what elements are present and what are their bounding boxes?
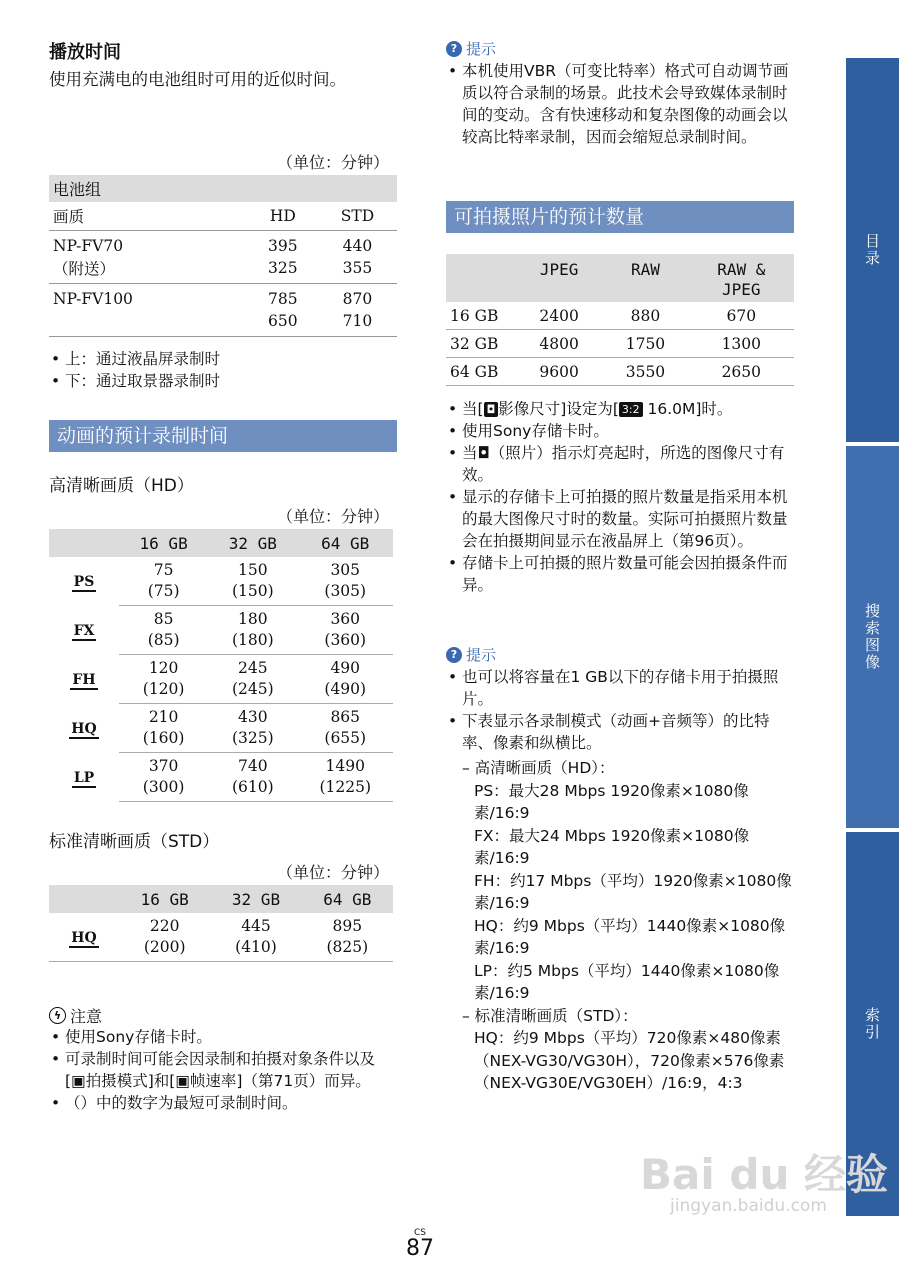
battery-note-lower: • 下：通过取景器录制时 xyxy=(49,370,389,392)
hd-value: 180 xyxy=(238,610,268,628)
photo-col-raw: RAW xyxy=(602,254,688,302)
hd-spec-line: FH：约17 Mbps（平均）1920像素×1080像素/16:9 xyxy=(474,871,792,912)
tip2-title: 提示 xyxy=(466,646,497,664)
caution-header xyxy=(49,1004,102,1027)
hd-min-value: (490) xyxy=(324,680,367,698)
battery-value: 325 xyxy=(268,259,298,277)
photo-table xyxy=(446,254,794,386)
hd-min-value: (120) xyxy=(142,680,185,698)
hd-value: 305 xyxy=(330,561,361,579)
hd-min-value: (160) xyxy=(142,729,185,747)
hd-min-value: (75) xyxy=(147,582,180,600)
battery-name: NP-FV100 xyxy=(53,290,133,308)
hd-value: 245 xyxy=(238,659,268,677)
battery-col-quality: 画质 xyxy=(53,208,85,226)
page-number xyxy=(405,1228,435,1260)
hd-row-hq xyxy=(49,704,393,753)
hd-spec-heading: – 高清晰画质（HD）： xyxy=(462,759,615,777)
photo-count: 4800 xyxy=(516,330,602,358)
photo-count: 2650 xyxy=(689,358,794,386)
hd-table xyxy=(49,529,393,802)
std-row-hq xyxy=(49,913,393,962)
battery-value: 440 xyxy=(342,237,373,255)
page-lang: CS xyxy=(414,1228,426,1238)
hd-value: 490 xyxy=(330,659,361,677)
battery-note-upper: • 上：通过液晶屏录制时 xyxy=(49,348,389,370)
photo-card-size: 16 GB xyxy=(446,302,516,330)
tip1-title: 提示 xyxy=(466,40,497,58)
hd-unit: （单位：分钟） xyxy=(276,507,389,526)
std-value: 445 xyxy=(241,917,271,935)
tip1-header xyxy=(446,38,496,59)
tip1-item: • 本机使用VBR（可变比特率）格式可自动调节画质以符合录制的场景。此技术会导致媒体录制时间的变动。含有快速移动和复杂图像的动画会以较高比特率录制，因而会缩短总录制时间。 xyxy=(446,60,794,148)
playback-title: 播放时间 xyxy=(49,42,121,63)
hd-min-value: (360) xyxy=(324,631,367,649)
std-spec-line: HQ：约9 Mbps（平均）720像素×480像素（NEX-VG30/VG30H），720像素×576像素（NEX-VG30E/VG30EH）/16:9，4:3 xyxy=(474,1029,785,1092)
hd-value: 75 xyxy=(153,561,174,579)
hd-title: 高清晰画质（HD） xyxy=(49,476,194,496)
std-col-32gb: 32 GB xyxy=(231,889,281,909)
photo-col-raw-jpeg: RAW & JPEG xyxy=(689,254,794,302)
hd-row-ps xyxy=(49,557,393,606)
tip2-list xyxy=(446,666,794,754)
battery-value: 355 xyxy=(342,259,373,277)
battery-value: 870 xyxy=(342,290,373,308)
caution-item: • 使用Sony存储卡时。 xyxy=(49,1026,383,1048)
hd-value: 1490 xyxy=(325,757,365,775)
caution-title: 注意 xyxy=(70,1007,103,1026)
std-col-16gb: 16 GB xyxy=(140,889,189,909)
hd-min-value: (1225) xyxy=(319,778,371,796)
hd-min-value: (85) xyxy=(147,631,180,649)
hd-min-value: (180) xyxy=(232,631,274,649)
tip-icon: ? xyxy=(446,41,462,57)
battery-value: 710 xyxy=(342,312,373,330)
hd-value: 150 xyxy=(238,561,268,579)
playback-unit: （单位：分钟） xyxy=(276,153,389,172)
photo-count: 3550 xyxy=(602,358,688,386)
hd-spec-line: PS：最大28 Mbps 1920像素×1080像素/16:9 xyxy=(474,781,749,822)
hd-spec-line: LP：约5 Mbps（平均）1440像素×1080像素/16:9 xyxy=(474,961,780,1002)
battery-value: 650 xyxy=(268,312,298,330)
photo-count: 1300 xyxy=(689,330,794,358)
photo-count: 1750 xyxy=(602,330,688,358)
hd-min-value: (300) xyxy=(142,778,185,796)
battery-col-hd: HD xyxy=(269,207,296,225)
mode-icon-fx: FX xyxy=(73,622,95,639)
mode-icon-hq: HQ xyxy=(71,720,97,737)
photo-col-jpeg: JPEG xyxy=(516,254,602,302)
hd-value: 120 xyxy=(148,659,179,677)
photo-note: • 当◘（照片）指示灯亮起时，所选的图像尺寸有效。 xyxy=(446,442,794,486)
photo-count: 9600 xyxy=(516,358,602,386)
side-tab-contents[interactable]: 目录 xyxy=(846,58,899,442)
hd-spec-line: HQ：约9 Mbps（平均）1440像素×1080像素/16:9 xyxy=(474,916,786,957)
photo-count: 880 xyxy=(602,302,688,330)
photo-count: 2400 xyxy=(516,302,602,330)
std-min-value: (200) xyxy=(143,938,186,956)
std-table xyxy=(49,885,393,962)
photo-card-size: 32 GB xyxy=(446,330,516,358)
tip-icon: ? xyxy=(446,647,462,663)
tip1-list xyxy=(446,60,794,148)
hd-value: 865 xyxy=(330,708,361,726)
battery-table xyxy=(49,175,397,337)
watermark-logo: Bai du 经验 xyxy=(640,1150,888,1199)
watermark-url: jingyan.baidu.com xyxy=(670,1196,827,1216)
photo-count: 670 xyxy=(689,302,794,330)
caution-icon: ϟ xyxy=(49,1007,66,1024)
movie-section-bar: 动画的预计录制时间 xyxy=(49,420,397,452)
hd-value: 360 xyxy=(330,610,361,628)
hd-min-value: (610) xyxy=(232,778,274,796)
photo-row-16gb xyxy=(446,302,794,330)
caution-item: • 可录制时间可能会因录制和拍摄对象条件以及[▣拍摄模式]和[▣帧速率]（第71页）而异。 xyxy=(49,1048,383,1092)
std-col-64gb: 64 GB xyxy=(323,889,372,909)
photo-section-bar: 可拍摄照片的预计数量 xyxy=(446,201,794,233)
std-spec-heading: – 标准清晰画质（STD）： xyxy=(462,1006,638,1025)
side-tab-search-image[interactable]: 搜索图像 xyxy=(846,446,899,828)
battery-name: NP-FV70 xyxy=(53,237,124,255)
photo-note: • 使用Sony存储卡时。 xyxy=(446,420,794,442)
battery-note xyxy=(49,310,248,337)
tip2-header xyxy=(446,644,496,665)
playback-desc: 使用充满电的电池组时可用的近似时间。 xyxy=(49,70,346,89)
hd-min-value: (150) xyxy=(232,582,274,600)
side-tab-index[interactable]: 索引 xyxy=(846,832,899,1216)
std-min-value: (410) xyxy=(235,938,277,956)
hd-value: 370 xyxy=(148,757,179,775)
photo-row-64gb xyxy=(446,358,794,386)
battery-value: 785 xyxy=(268,290,298,308)
std-value: 220 xyxy=(149,917,180,935)
std-min-value: (825) xyxy=(326,938,369,956)
hd-col-16gb: 16 GB xyxy=(139,533,188,553)
std-value: 895 xyxy=(332,917,363,935)
battery-value: 395 xyxy=(268,237,298,255)
caution-list xyxy=(49,1026,383,1114)
hd-row-fx xyxy=(49,606,393,655)
hd-col-32gb: 32 GB xyxy=(228,533,277,553)
hd-spec-line: FX：最大24 Mbps 1920像素×1080像素/16:9 xyxy=(474,826,750,867)
mode-spec-list xyxy=(462,757,796,1095)
hd-value: 430 xyxy=(238,708,268,726)
tip2-item: • 下表显示各录制模式（动画+音频等）的比特率、像素和纵横比。 xyxy=(446,710,794,754)
hd-min-value: (655) xyxy=(324,729,367,747)
mode-icon-lp: LP xyxy=(73,769,95,786)
hd-col-64gb: 64 GB xyxy=(321,533,370,553)
hd-min-value: (305) xyxy=(324,582,367,600)
photo-note: • 显示的存储卡上可拍摄的照片数量是指采用本机的最大图像尺寸时的数量。实际可拍摄照片数量会在拍摄期间显示在液晶屏上（第96页）。 xyxy=(446,486,794,552)
photo-notes xyxy=(446,398,794,596)
photo-note-size: • 当[ ◘ 影像尺寸]设定为[ 3:2 16.0M]时。 xyxy=(446,398,794,420)
hd-value: 740 xyxy=(238,757,268,775)
hd-min-value: (325) xyxy=(232,729,274,747)
battery-notes xyxy=(49,348,389,392)
aspect-ratio-icon: 3:2 xyxy=(619,402,643,417)
page-num: 87 xyxy=(406,1236,434,1261)
photo-card-size: 64 GB xyxy=(446,358,516,386)
caution-item: • （）中的数字为最短可录制时间。 xyxy=(49,1092,383,1114)
hd-row-lp xyxy=(49,753,393,802)
battery-group-header: 电池组 xyxy=(53,180,102,199)
std-title: 标准清晰画质（STD） xyxy=(49,832,220,852)
battery-note: （附送） xyxy=(53,260,116,278)
mode-icon-hq: HQ xyxy=(71,929,97,946)
camera-icon: ◘ xyxy=(484,402,499,417)
tip2-item: • 也可以将容量在1 GB以下的存储卡用于拍摄照片。 xyxy=(446,666,794,710)
hd-min-value: (245) xyxy=(232,680,274,698)
photo-note: • 存储卡上可拍摄的照片数量可能会因拍摄条件而异。 xyxy=(446,552,794,596)
hd-row-fh xyxy=(49,655,393,704)
hd-value: 85 xyxy=(153,610,174,628)
mode-icon-ps: PS xyxy=(73,573,95,590)
std-unit: （单位：分钟） xyxy=(276,863,389,882)
hd-value: 210 xyxy=(148,708,179,726)
photo-row-32gb xyxy=(446,330,794,358)
mode-icon-fh: FH xyxy=(72,671,96,688)
battery-col-std: STD xyxy=(340,207,375,225)
